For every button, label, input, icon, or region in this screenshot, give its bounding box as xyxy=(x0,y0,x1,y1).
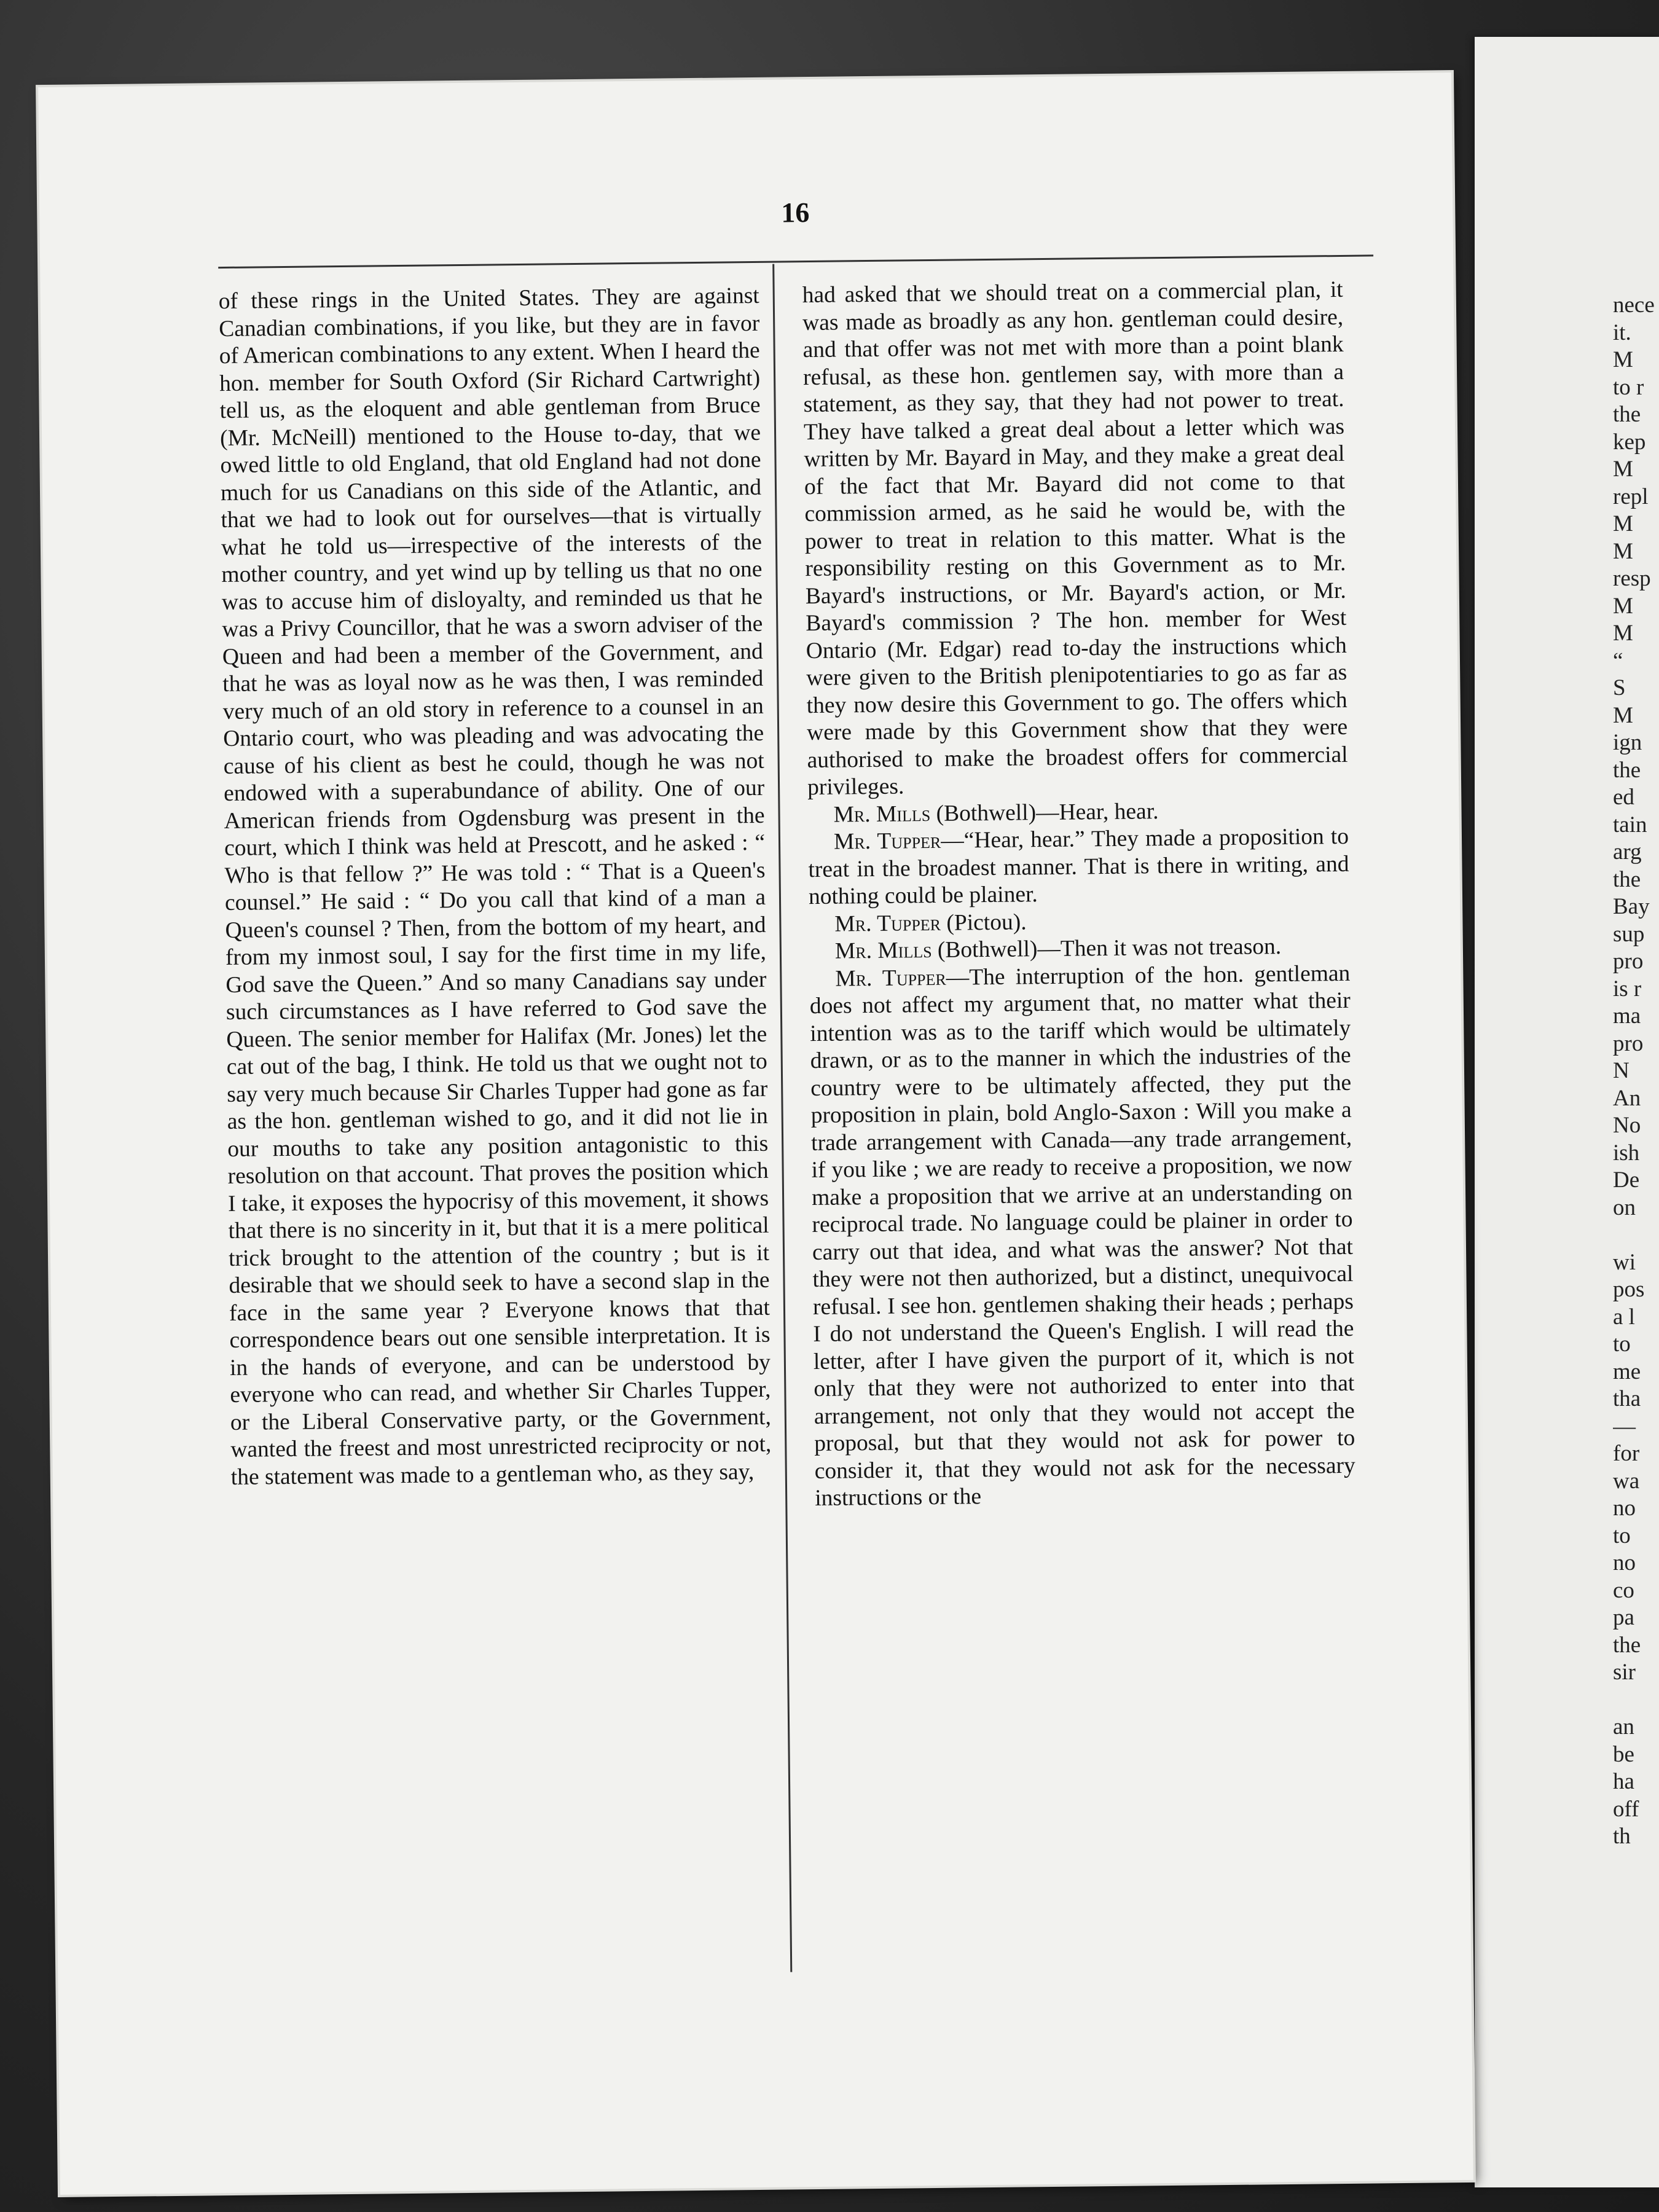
facing-page-fragment: to xyxy=(1613,1332,1631,1357)
facing-page-fragment: sir xyxy=(1613,1660,1636,1685)
facing-page-fragment: pos xyxy=(1613,1277,1645,1302)
facing-page-fragment: N xyxy=(1613,1058,1630,1083)
facing-page-fragment: An xyxy=(1613,1085,1641,1111)
facing-page-fragment: M xyxy=(1613,347,1633,372)
header-rule xyxy=(218,254,1373,269)
facing-page-fragment: “ xyxy=(1613,648,1623,673)
facing-page-fragment: repl xyxy=(1613,484,1649,509)
facing-page-fragment: M xyxy=(1613,621,1633,646)
facing-page-fragment: pro xyxy=(1613,1030,1644,1056)
column-divider xyxy=(772,264,792,1972)
facing-page-fragment: th xyxy=(1613,1824,1631,1849)
facing-page-fragment: M xyxy=(1613,593,1633,619)
facing-page-fragment: ma xyxy=(1613,1003,1641,1029)
page-number: 16 xyxy=(781,197,810,229)
facing-page-fragment: M xyxy=(1613,702,1633,728)
facing-page-fragment: nece xyxy=(1613,292,1655,318)
facing-page-fragment: no xyxy=(1613,1496,1636,1521)
facing-page-fragment: co xyxy=(1613,1577,1634,1603)
facing-page-fragment: M xyxy=(1613,511,1633,536)
speaker-name: Mr. Tupper xyxy=(834,910,941,937)
speech-text: (Bothwell)—Then it was not treason. xyxy=(931,934,1282,963)
facing-page-fragment: pro xyxy=(1613,949,1644,974)
facing-page-fragment: is r xyxy=(1613,976,1642,1002)
speech-text: —“Hear, hear.” They made a proposition to treat in the broadest manner. That is there in writing, and nothing could be plainer. xyxy=(808,823,1349,910)
left-column xyxy=(219,283,772,1491)
facing-page-fragment: ha xyxy=(1613,1769,1634,1794)
facing-page-fragment: De xyxy=(1613,1167,1640,1193)
speech-text: —The interruption of the hon. gentleman does not affect my argument that, no matter what their intention was as to the tariff which would be ultimately drawn, or as to the manner in which the industries of the country were to be ultimately affected, they put the proposition in plain, bold Anglo-Saxon : Will you make a trade arrangement with Canada—any trade arrangement, if you like ; we are ready to receive a proposition, we now make a proposition that we arrive at an understanding on reciprocal trade. No language could be plainer in order to carry out that idea, and what was the answer? Not that they were not then authorized, but a distinct, unequivocal refusal. I see hon. gentlemen shaking their heads ; perhaps I do not understand the Queen's English. I will read the letter, after I have given the purport of it, which is not only that they were not authorized to enter into that arrangement, not only that they would not accept the proposal, but that they would not ask for power to consider it, that they would not ask for the necessary instructions or the xyxy=(809,960,1355,1512)
facing-page xyxy=(1475,37,1659,2187)
facing-page-fragment: to r xyxy=(1613,374,1644,400)
facing-page-fragment: the xyxy=(1613,757,1641,783)
speech-paragraph xyxy=(808,823,1349,911)
facing-page-fragment: No xyxy=(1613,1113,1641,1138)
facing-page-fragment: resp xyxy=(1613,566,1651,591)
facing-page-fragment: S xyxy=(1613,675,1626,700)
facing-page-fragment: off xyxy=(1613,1796,1639,1822)
facing-page-fragment: pa xyxy=(1613,1605,1634,1630)
facing-page-fragment: on xyxy=(1613,1194,1636,1220)
facing-page-fragment: a l xyxy=(1613,1304,1635,1330)
facing-page-fragment: to xyxy=(1613,1523,1631,1548)
speaker-name: Mr. Mills xyxy=(834,937,932,964)
facing-page-fragment: Bay xyxy=(1613,894,1650,919)
facing-page-fragment: an xyxy=(1613,1714,1634,1739)
facing-page-fragment: tain xyxy=(1613,812,1647,837)
right-column-paragraph xyxy=(802,276,1348,802)
speech-text: (Bothwell)—Hear, hear. xyxy=(930,798,1159,826)
facing-page-fragment: for xyxy=(1613,1441,1640,1466)
speech-text: (Pictou). xyxy=(940,909,1027,936)
left-column-paragraph: of these rings in the United States. They are against Canadian combinations, if you like, but they are in favor of American combinations to any extent. When I heard the hon. member for South Oxford (Sir Richard Cartwright) tell us, as the eloquent and able gentleman from Bruce (Mr. McNeill) mentioned to the House to-day, that we owed little to old England, that old England had not done much for us Canadians on this side of the Atlantic, and that we had to look out for ourselves—that is virtually what he told us—irrespective of the interests of the mother country, and yet wind up by telling us that no one was to accuse him of disloyalty, and reminded us that he was a Privy Councillor, that he was a sworn adviser of the Queen and had been a member of the Government, and that he was as loyal now as he was then, I was reminded very much of an old story in reference to a counsel in an Ontario court, who was pleading and was advocating the cause of his client as best he could, though he was not endowed with a superabundance of ability. One of our American friends from Ogdensburg was present in the court, which I think was held at Prescott, and he asked : “ Who is that fellow ?” He was told : “ That is a Queen's counsel.” He said : “ Do you call that kind of a man a Queen's counsel ? Then, from the bottom of my heart, and from my inmost soul, I say for the first time in my life, God save the Queen.” And so many Canadians say under such circumstances as I have referred to God save the Queen. The senior member for Halifax (Mr. Jones) let the cat out of the bag, I think. He told us that we ought not to say very much because Sir Charles Tupper had gone as far as the hon. gentleman wished to go, and it did not lie in our mouths to take any position antagonistic to this resolution on that account. That proves the position which I take, it exposes the hypocrisy of this movement, it shows that there is no sincerity in it, but that it is a mere political trick brought to the attention of the country ; but is it desirable that we should seek to have a second slap in the face in the same year ? Everyone knows that that correspondence bears out one sensible interpretation. It is in the hands of everyone, and can be understood by everyone who can read, and whether Sir Charles Tupper, or the Liberal Conservative party, or the Government, wanted the freest and most unrestricted reciprocity or not, the statement was made to a gentleman who, as they say, xyxy=(218,283,772,1490)
facing-page-fragment: M xyxy=(1613,457,1633,482)
facing-page-fragment: wa xyxy=(1613,1468,1640,1494)
facing-page-fragment: me xyxy=(1613,1359,1641,1384)
document-page xyxy=(38,73,1473,2195)
facing-page-fragment: kep xyxy=(1613,429,1646,455)
facing-page-fragment: ign xyxy=(1613,730,1642,755)
facing-page-fragment: be xyxy=(1613,1741,1634,1767)
facing-page-fragment: the xyxy=(1613,402,1641,427)
facing-page-fragment: ish xyxy=(1613,1140,1640,1166)
facing-page-fragment: — xyxy=(1613,1413,1636,1439)
speech-paragraph xyxy=(809,960,1355,1512)
facing-page-fragment: the xyxy=(1613,866,1641,892)
paragraph-text: had asked that we should treat on a commercial plan, it was made as broadly as any hon. gentleman could desire, and that offer was not met with more than a point blank refusal, as these hon. gentlemen say, with more than a statement, as they say, that they had not power to treat. They have talked a great deal about a letter which was written by Mr. Bayard in May, and they make a great deal of the fact that Mr. Bayard did not come to that commission armed, as he said he would be, with the power to treat in relation to this matter. What is the responsibility resting on this Government as to Mr. Bayard's instructions, or Mr. Bayard's action, or Mr. Bayard's commission ? The hon. member for West Ontario (Mr. Edgar) read to-day the instructions which were given to the British plenipotentiaries to go as far as they now desire this Government to go. The offers which were made by this Government show that they were authorised to make the broadest offers for commercial privileges. xyxy=(802,276,1348,801)
facing-page-fragment: M xyxy=(1613,538,1633,564)
facing-page-fragment: tha xyxy=(1613,1386,1641,1411)
speaker-name: Mr. Mills xyxy=(833,801,931,828)
facing-page-fragment: wi xyxy=(1613,1249,1636,1275)
facing-page-fragment: the xyxy=(1613,1632,1641,1658)
facing-page-fragment: ed xyxy=(1613,785,1634,810)
speaker-name: Mr. Tupper xyxy=(835,965,946,992)
facing-page-fragment: no xyxy=(1613,1550,1636,1575)
facing-page-fragment: sup xyxy=(1613,921,1645,947)
facing-page-fragment: it. xyxy=(1613,320,1631,345)
right-column xyxy=(802,276,1355,1513)
facing-page-fragment: arg xyxy=(1613,839,1642,865)
speaker-name: Mr. Tupper xyxy=(833,828,941,855)
